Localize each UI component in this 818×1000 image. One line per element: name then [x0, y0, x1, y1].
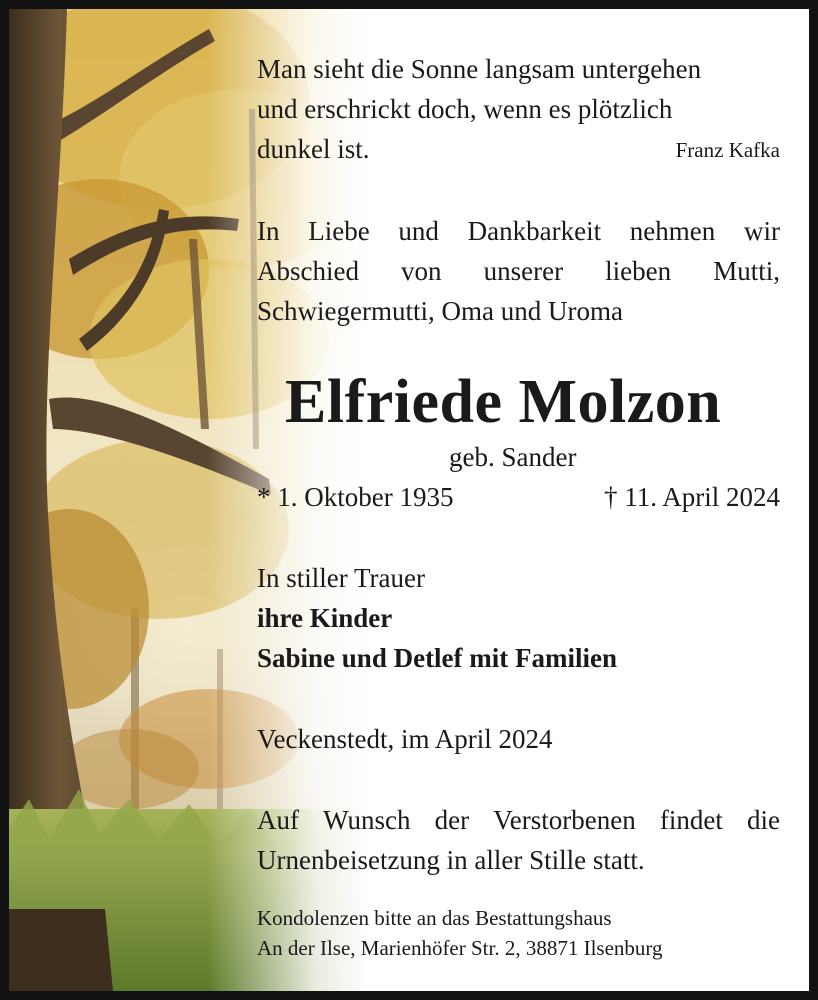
- quote-line-3-text: dunkel ist.: [257, 134, 370, 164]
- condolences-line-2: An der Ilse, Marienhöfer Str. 2, 38871 Ilsenburg: [257, 936, 663, 960]
- birth-name: geb. Sander: [449, 442, 577, 472]
- word: Auf: [257, 805, 299, 835]
- word: unserer: [483, 256, 564, 286]
- word: wir: [744, 216, 780, 246]
- word: lieben: [605, 256, 672, 286]
- life-dates: [257, 481, 780, 513]
- word: nehmen: [629, 216, 716, 246]
- farewell-line-1: [257, 215, 780, 247]
- word: Abschied: [257, 256, 359, 286]
- burial-line-2: Urnenbeisetzung in aller Stille statt.: [257, 845, 645, 875]
- word: von: [401, 256, 442, 286]
- quote-author: Franz Kafka: [675, 138, 780, 162]
- birth-date: * 1. Oktober 1935: [257, 482, 454, 512]
- word: Liebe: [308, 216, 370, 246]
- word: Dankbarkeit: [467, 216, 602, 246]
- mourners-line-1: ihre Kinder: [257, 603, 393, 633]
- quote-line-3: [257, 133, 780, 165]
- word: die: [746, 805, 780, 835]
- burial-line-1: [257, 804, 780, 836]
- farewell-line-2: [257, 255, 780, 287]
- word: findet: [659, 805, 723, 835]
- mourners-line-2: Sabine und Detlef mit Familien: [257, 643, 618, 673]
- quote-line-1: Man sieht die Sonne langsam untergehen: [257, 54, 702, 84]
- death-date: † 11. April 2024: [603, 482, 780, 512]
- word: und: [398, 216, 439, 246]
- farewell-line-3: Schwiegermutti, Oma und Uroma: [257, 296, 623, 326]
- mourners-intro: In stiller Trauer: [257, 563, 425, 593]
- word: Mutti,: [713, 256, 780, 286]
- word: In: [257, 216, 280, 246]
- condolences-line-1: Kondolenzen bitte an das Bestattungshaus: [257, 906, 612, 930]
- word: Verstorbenen: [493, 805, 636, 835]
- word: Wunsch: [323, 805, 411, 835]
- quote-line-2: und erschrickt doch, wenn es plötzlich: [257, 94, 673, 124]
- deceased-name: Elfriede Molzon: [285, 368, 722, 436]
- place-date: Veckenstedt, im April 2024: [257, 724, 553, 754]
- word: der: [434, 805, 470, 835]
